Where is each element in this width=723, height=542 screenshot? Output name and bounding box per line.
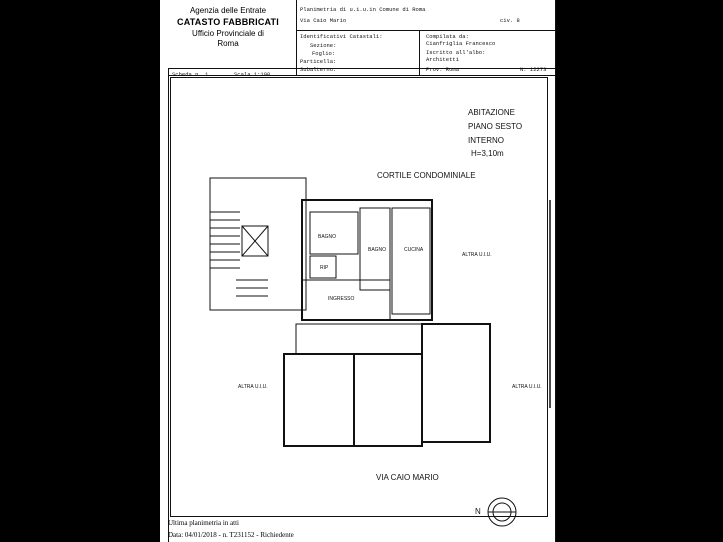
plan-height: H=3,10m	[471, 149, 504, 158]
scheda-label: Scheda n. 1	[172, 71, 209, 78]
plan-title-2: PIANO SESTO	[468, 122, 523, 131]
lower-unit-right	[422, 324, 490, 442]
room-bagno-2: BAGNO	[368, 247, 387, 253]
office-label: Ufficio Provinciale di	[192, 29, 264, 38]
scala-label: Scala 1:100	[234, 71, 271, 78]
albo-name: Architetti	[426, 56, 460, 63]
room-ingresso: INGRESSO	[328, 296, 355, 302]
compilata-label: Compilata da:	[426, 33, 469, 40]
room-bagno-1: BAGNO	[318, 234, 337, 240]
registration-number: N. 12273	[520, 66, 547, 73]
room-rip: RIP	[320, 265, 329, 271]
identificativi-label: Identificativi Catastali:	[300, 33, 383, 40]
altra-uiu-left: ALTRA U.I.U.	[238, 384, 268, 390]
civic-number: civ. 8	[500, 17, 520, 24]
room-cucina: CUCINA	[404, 247, 424, 253]
altra-uiu-right-top: ALTRA U.I.U.	[462, 252, 492, 258]
lower-unit-left	[284, 354, 354, 446]
compiler-name: Cianfriglia Francesco	[426, 40, 496, 47]
north-arrow	[488, 498, 516, 526]
office-city: Roma	[217, 39, 239, 48]
apartment-outline	[302, 200, 432, 320]
sezione-label: Sezione:	[310, 42, 337, 49]
lower-unit-middle	[354, 354, 422, 446]
footer-request-info: Data: 04/01/2018 - n. T231152 - Richiedente	[168, 531, 294, 539]
bathroom-1	[310, 212, 358, 254]
plan-title-3: INTERNO	[468, 136, 504, 145]
planimetry-label: Planimetria di u.i.u.in Comune di Roma	[300, 6, 426, 13]
stair-steps	[210, 212, 268, 296]
iscritto-label: Iscritto all'albo:	[426, 49, 486, 56]
catasto-title: CATASTO FABBRICATI	[177, 17, 279, 27]
subalterno-label: Subalterno:	[300, 66, 337, 73]
corridor	[296, 324, 422, 354]
province-label: Prov. Roma	[426, 66, 460, 73]
particella-label: Particella:	[300, 58, 337, 65]
footer-last-planimetry: Ultima planimetria in atti	[168, 519, 239, 527]
agency-name: Agenzia delle Entrate	[189, 6, 267, 15]
address-label: Via Caio Mario	[300, 17, 347, 24]
courtyard-label: CORTILE CONDOMINIALE	[377, 171, 476, 180]
plan-title-1: ABITAZIONE	[468, 108, 515, 117]
kitchen	[392, 208, 430, 314]
north-label: N	[475, 507, 481, 516]
street-label: VIA CAIO MARIO	[376, 473, 439, 482]
altra-uiu-right: ALTRA U.I.U.	[512, 384, 542, 390]
foglio-label: Foglio:	[312, 50, 336, 57]
